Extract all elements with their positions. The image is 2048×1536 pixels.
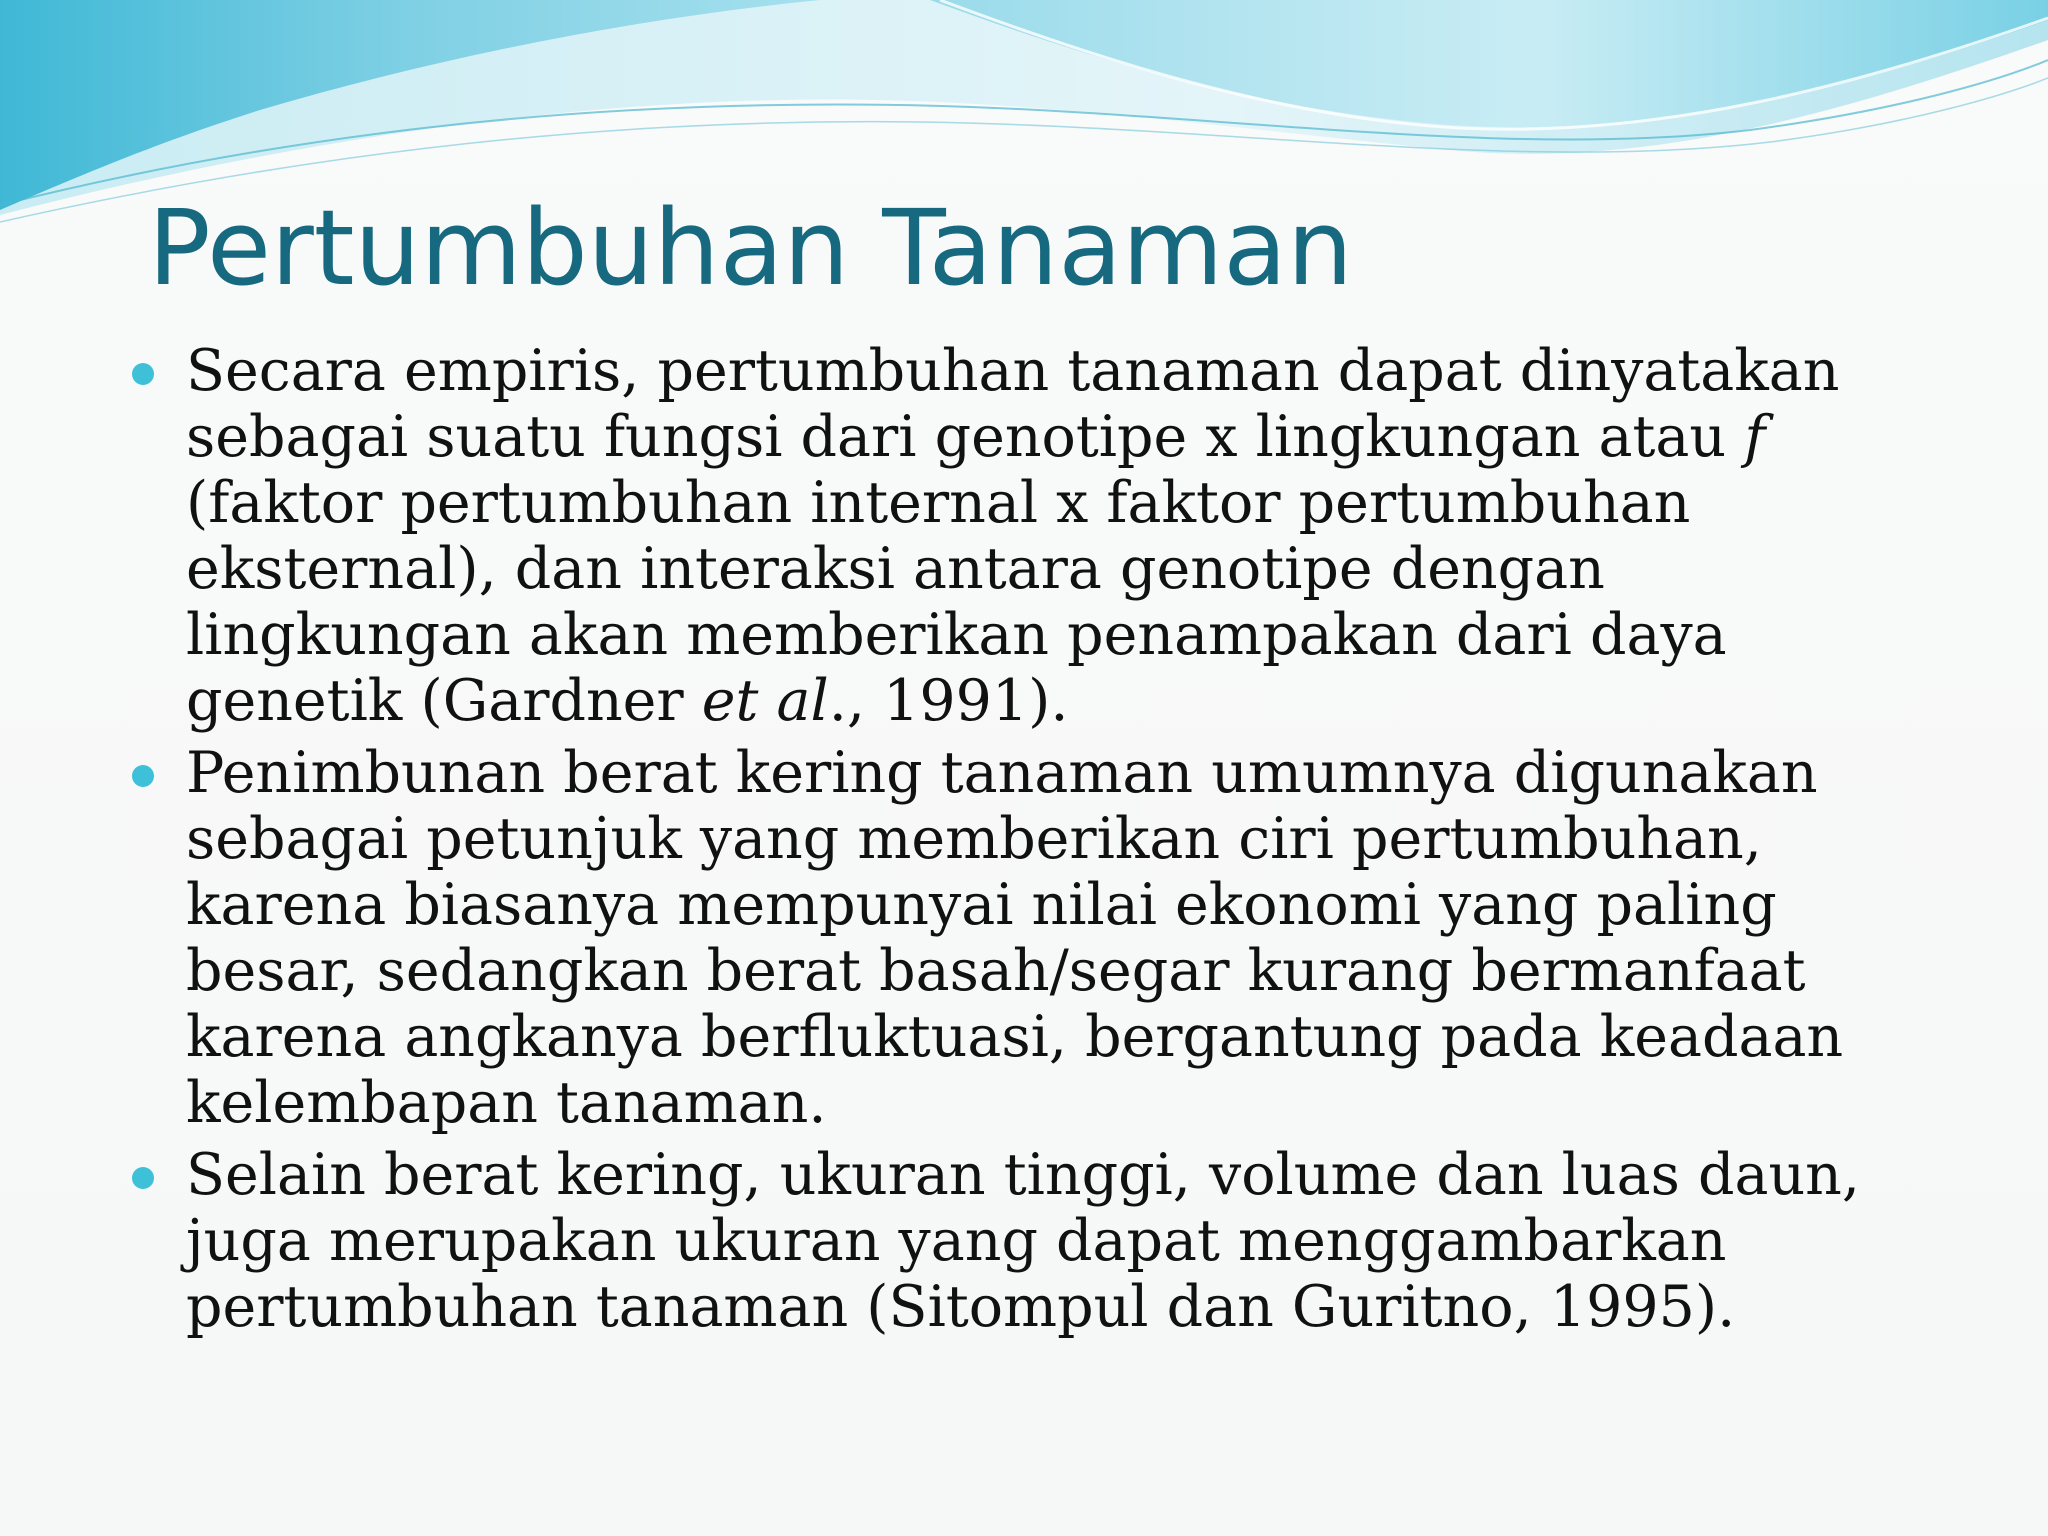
text-line: lingkungan akan memberikan penampakan dari daya xyxy=(186,602,1727,668)
text-segment: ., 1991). xyxy=(828,668,1069,734)
citation-italic: et al xyxy=(701,668,829,734)
bullet-dot-icon xyxy=(132,363,154,385)
text-line xyxy=(186,404,1958,470)
text-line: eksternal), dan interaksi antara genotipe dengan xyxy=(186,536,1605,602)
bullet-item-2 xyxy=(128,740,1958,1136)
text-line: karena biasanya mempunyai nilai ekonomi yang paling xyxy=(186,872,1777,938)
bullet-item-3 xyxy=(128,1142,1958,1340)
bullet-dot-icon xyxy=(132,765,154,787)
text-line: karena angkanya berfluktuasi, bergantung pada keadaan xyxy=(186,1004,1844,1070)
text-line: Selain berat kering, ukuran tinggi, volume dan luas daun, xyxy=(186,1142,1860,1208)
citation-line xyxy=(186,668,1958,734)
bullet-item-1 xyxy=(128,338,1958,734)
text-line: Secara empiris, pertumbuhan tanaman dapat dinyatakan xyxy=(186,338,1840,404)
text-line: kelembapan tanaman. xyxy=(186,1070,827,1136)
function-symbol: f xyxy=(1744,404,1766,470)
text-line: juga merupakan ukuran yang dapat menggambarkan xyxy=(186,1208,1727,1274)
text-line: (faktor pertumbuhan internal x faktor pertumbuhan xyxy=(186,470,1691,536)
slide-title: Pertumbuhan Tanaman xyxy=(148,187,1353,309)
text-segment: sebagai suatu fungsi dari genotipe x lingkungan atau xyxy=(186,404,1727,470)
bullet-dot-icon xyxy=(132,1167,154,1189)
text-line: pertumbuhan tanaman (Sitompul dan Guritno, 1995). xyxy=(186,1274,1736,1340)
text-line: sebagai petunjuk yang memberikan ciri pertumbuhan, xyxy=(186,806,1762,872)
text-line: besar, sedangkan berat basah/segar kurang bermanfaat xyxy=(186,938,1806,1004)
text-segment: genetik (Gardner xyxy=(186,668,702,734)
bullet-list xyxy=(128,338,1958,1346)
text-line: Penimbunan berat kering tanaman umumnya digunakan xyxy=(186,740,1818,806)
